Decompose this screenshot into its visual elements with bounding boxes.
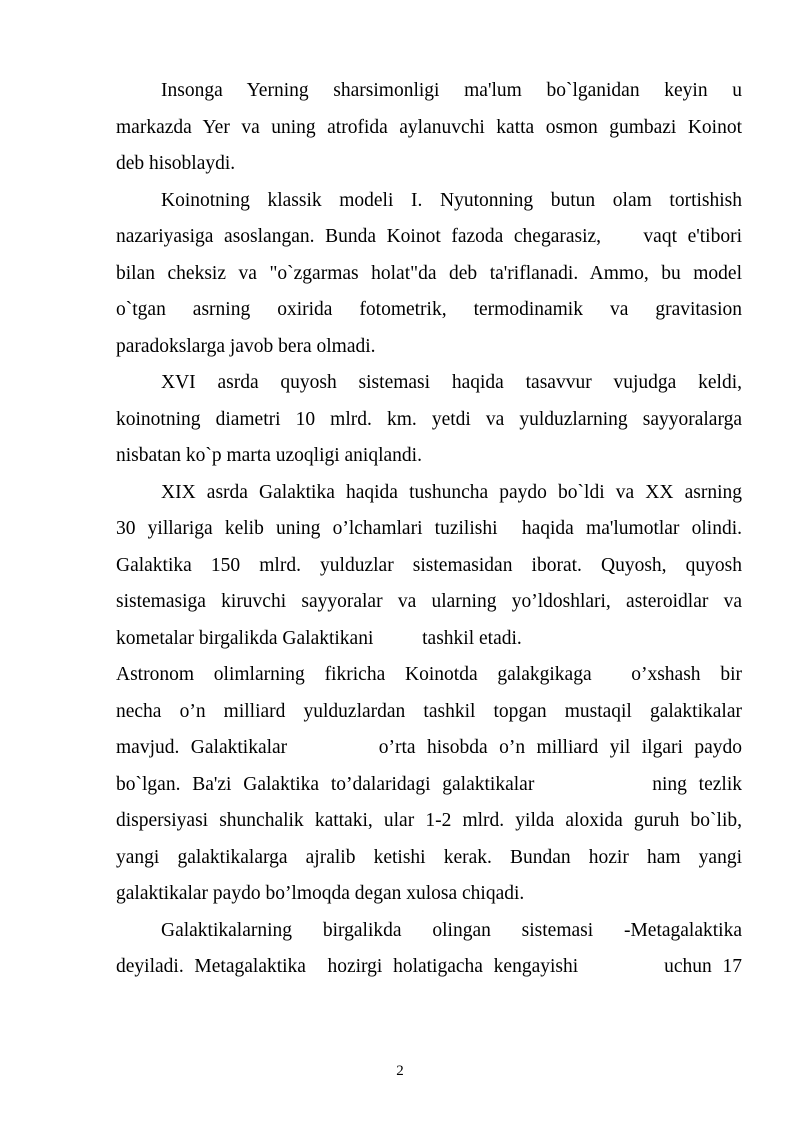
text-line: nisbatan ko`p marta uzoqligi aniqlandi. <box>116 445 422 466</box>
text-line: koinotning diametri 10 mlrd. km. yetdi va yulduzlarning sayyoralarga <box>116 408 742 430</box>
text-line: bilan cheksiz va "o`zgarmas holat"da deb ta'riflanadi. Ammo, bu model <box>116 262 742 284</box>
paragraph-3 <box>116 365 742 475</box>
paragraph-6 <box>116 913 742 986</box>
text-line: XIX asrda Galaktika haqida tushuncha paydo bo`ldi va XX asrning <box>161 481 742 503</box>
text-line: paradokslarga javob bera olmadi. <box>116 335 376 357</box>
text-line: yangi galaktikalarga ajralib ketishi kerak. Bundan hozir ham yangi <box>116 846 742 868</box>
text-line: Koinotning klassik modeli I. Nyutonning butun olam tortishish <box>161 189 742 211</box>
document-body <box>116 73 742 986</box>
text-line: dispersiyasi shunchalik kattaki, ular 1-2 mlrd. yilda aloxida guruh bo`lib, <box>116 810 742 831</box>
text-line: mavjud. Galaktikalar o’rta hisobda o’n milliard yil ilgari paydo <box>116 737 742 758</box>
text-line: 30 yillariga kelib uning o’lchamlari tuzilishi haqida ma'lumotlar olindi. <box>116 518 742 539</box>
text-line: bo`lgan. Ba'zi Galaktika to’dalaridagi galaktikalar ning tezlik <box>116 773 742 795</box>
text-line: markazda Yer va uning atrofida aylanuvchi katta osmon gumbazi Koinot <box>116 116 742 138</box>
text-line: Insonga Yerning sharsimonligi ma'lum bo`lganidan keyin u <box>161 80 742 101</box>
text-line: deyiladi. Metagalaktika hozirgi holatigacha kengayishi uchun 17 <box>116 956 742 977</box>
text-line: XVI asrda quyosh sistemasi haqida tasavvur vujudga keldi, <box>161 372 742 393</box>
paragraph-1 <box>116 73 742 183</box>
page-number: 2 <box>396 1063 404 1079</box>
text-line: Galaktikalarning birgalikda olingan sistemasi -Metagalaktika <box>161 919 742 941</box>
text-line: o`tgan asrning oxirida fotometrik, termodinamik va gravitasion <box>116 299 742 320</box>
text-line: Galaktika 150 mlrd. yulduzlar sistemasidan iborat. Quyosh, quyosh <box>116 554 742 576</box>
text-line: nazariyasiga asoslangan. Bunda Koinot fazoda chegarasiz, vaqt e'tibori <box>116 226 742 247</box>
paragraph-5 <box>116 657 742 913</box>
paragraph-4 <box>116 475 742 658</box>
text-line: deb hisoblaydi. <box>116 153 236 174</box>
text-line: Astronom olimlarning fikricha Koinotda galakgikaga o’xshash bir <box>116 664 742 685</box>
text-line: kometalar birgalikda Galaktikani tashkil etadi. <box>116 627 522 649</box>
text-line: necha o’n milliard yulduzlardan tashkil topgan mustaqil galaktikalar <box>116 700 742 722</box>
text-line: sistemasiga kiruvchi sayyoralar va ularning yo’ldoshlari, asteroidlar va <box>116 591 742 612</box>
paragraph-2 <box>116 183 742 366</box>
text-line: galaktikalar paydo bo’lmoqda degan xulosa chiqadi. <box>116 883 525 904</box>
